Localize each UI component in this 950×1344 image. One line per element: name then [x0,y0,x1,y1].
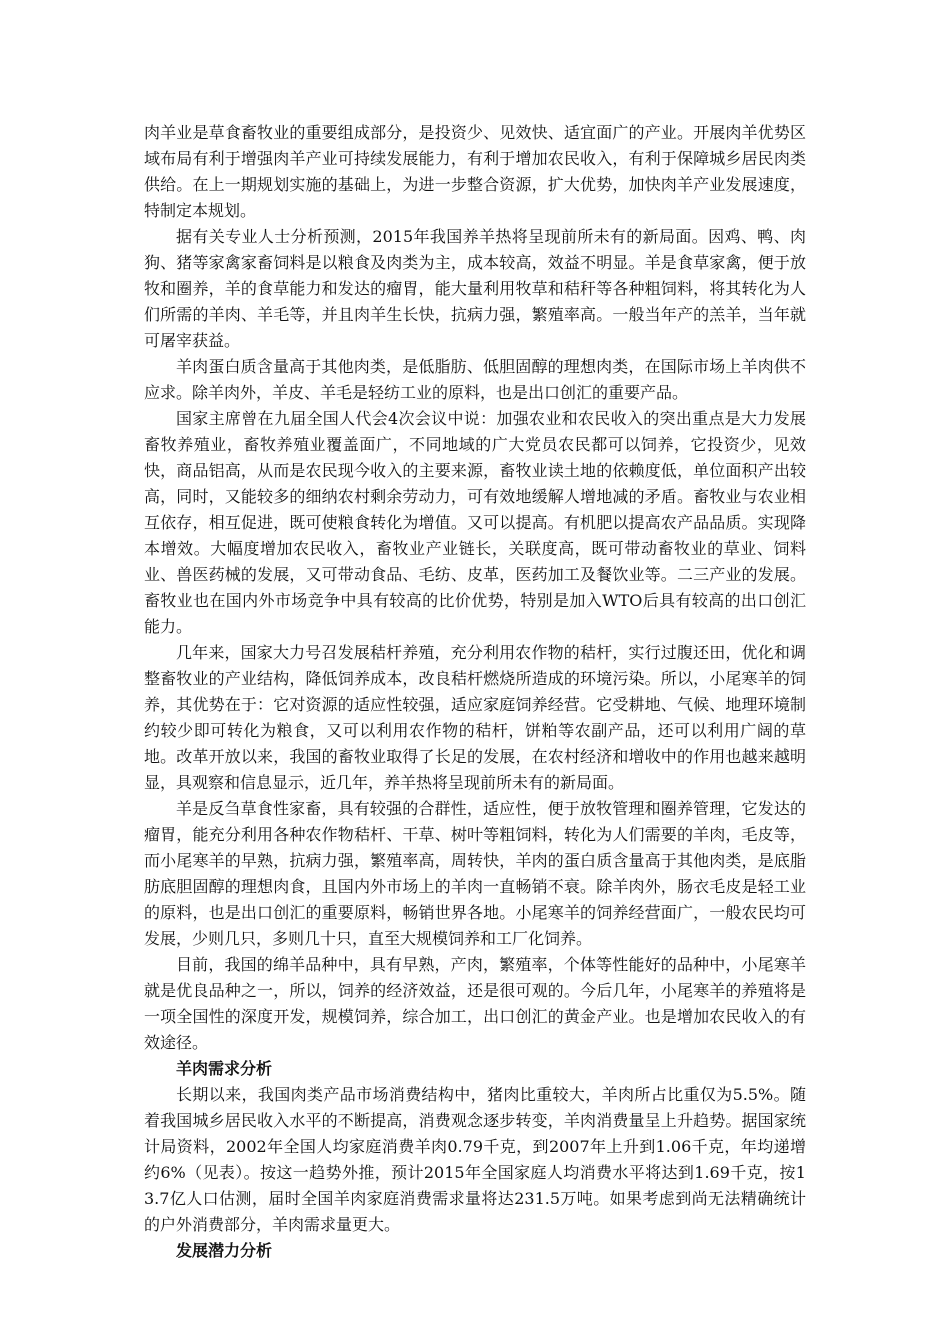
section-heading-demand: 羊肉需求分析 [176,1059,273,1078]
paragraph-intro: 肉羊业是草食畜牧业的重要组成部分，是投资少、见效快、适宜面广的产业。开展肉羊优势区域布局有利于增强肉羊产业可持续发展能力，有利于增加农民收入，有利于保障城乡居民肉类供给。在上一期规划实施的基础上，为进一步整合资源，扩大优势，加快肉羊产业发展速度，特制定本规划。 [144,123,806,220]
section-heading-potential: 发展潜力分析 [176,1241,273,1260]
paragraph-forecast: 据有关专业人士分析预测，2015年我国养羊热将呈现前所未有的新局面。因鸡、鸭、肉狗、猪等家禽家畜饲料是以粮食及肉类为主，成本较高，效益不明显。羊是食草家禽，便于放牧和圈养，羊的食草能力和发达的瘤胃，能大量利用牧草和秸秆等各种粗饲料，将其转化为人们所需的羊肉、羊毛等，并且肉羊生长快，抗病力强，繁殖率高。一般当年产的羔羊，当年就可屠宰获益。 [144,227,806,350]
paragraph-mutton-protein: 羊肉蛋白质含量高于其他肉类，是低脂肪、低胆固醇的理想肉类，在国际市场上羊肉供不应求。除羊肉外，羊皮、羊毛是轻纺工业的原料，也是出口创汇的重要产品。 [144,357,806,402]
paragraph-breed-outlook: 目前，我国的绵羊品种中，具有早熟，产肉，繁殖率，个体等性能好的品种中，小尾寒羊就是优良品种之一，所以，饲养的经济效益，还是很可观的。今后几年，小尾寒羊的养殖将是一项全国性的深度开发，规模饲养，综合加工，出口创汇的黄金产业。也是增加农民收入的有效途径。 [144,955,806,1052]
document-body [144,120,806,1264]
paragraph-straw-feeding: 几年来，国家大力号召发展秸杆养殖，充分利用农作物的秸杆，实行过腹还田，优化和调整畜牧业的产业结构，降低饲养成本，改良秸杆燃烧所造成的环境污染。所以，小尾寒羊的饲养，其优势在于：它对资源的适应性较强，适应家庭饲养经营。它受耕地、气候、地理环境制约较少即可转化为粮食，又可以利用农作物的秸杆，饼粕等农副产品，还可以利用广阔的草地。改革开放以来，我国的畜牧业取得了长足的发展，在农村经济和增收中的作用也越来越明显，具观察和信息显示，近几年，养羊热将呈现前所未有的新局面。 [144,643,806,792]
paragraph-demand: 长期以来，我国肉类产品市场消费结构中，猪肉比重较大，羊肉所占比重仅为5.5%。随着我国城乡居民收入水平的不断提高，消费观念逐步转变，羊肉消费量呈上升趋势。据国家统计局资料，2002年全国人均家庭消费羊肉0.79千克，到2007年上升到1.06千克，年均递增约6%（见表）。按这一趋势外推，预计2015年全国家庭人均消费水平将达到1.69千克，按13.7亿人口估测，届时全国羊肉家庭消费需求量将达231.5万吨。如果考虑到尚无法精确统计的户外消费部分，羊肉需求量更大。 [144,1085,806,1234]
paragraph-national-policy: 国家主席曾在九届全国人代会4次会议中说：加强农业和农民收入的突出重点是大力发展畜牧养殖业，畜牧养殖业覆盖面广，不同地域的广大党员农民都可以饲养，它投资少，见效快，商品铝高，从而是农民现今收入的主要来源，畜牧业读土地的依赖度低，单位面积产出较高，同时，又能较多的细纳农村剩余劳动力，可有效地缓解人增地减的矛盾。畜牧业与农业相互依存，相互促进，既可使粮食转化为增值。又可以提高。有机肥以提高农产品品质。实现降本增效。大幅度增加农民收入，畜牧业产业链长，关联度高，既可带动畜牧业的草业、饲料业、兽医药械的发展，又可带动食品、毛纺、皮革，医药加工及餐饮业等。二三产业的发展。畜牧业也在国内外市场竞争中具有较高的比价优势，特别是加入WTO后具有较高的出口创汇能力。 [144,409,806,636]
paragraph-sheep-traits: 羊是反刍草食性家畜，具有较强的合群性，适应性，便于放牧管理和圈养管理，它发达的瘤胃，能充分利用各种农作物秸杆、干草、树叶等粗饲料，转化为人们需要的羊肉，毛皮等，而小尾寒羊的早熟，抗病力强，繁殖率高，周转快，羊肉的蛋白质含量高于其他肉类，是底脂肪底胆固醇的理想肉食，且国内外市场上的羊肉一直畅销不衰。除羊肉外，肠衣毛皮是轻工业的原料，也是出口创汇的重要原料，畅销世界各地。小尾寒羊的饲养经营面广，一般农民均可发展，少则几只，多则几十只，直至大规模饲养和工厂化饲养。 [144,799,806,948]
